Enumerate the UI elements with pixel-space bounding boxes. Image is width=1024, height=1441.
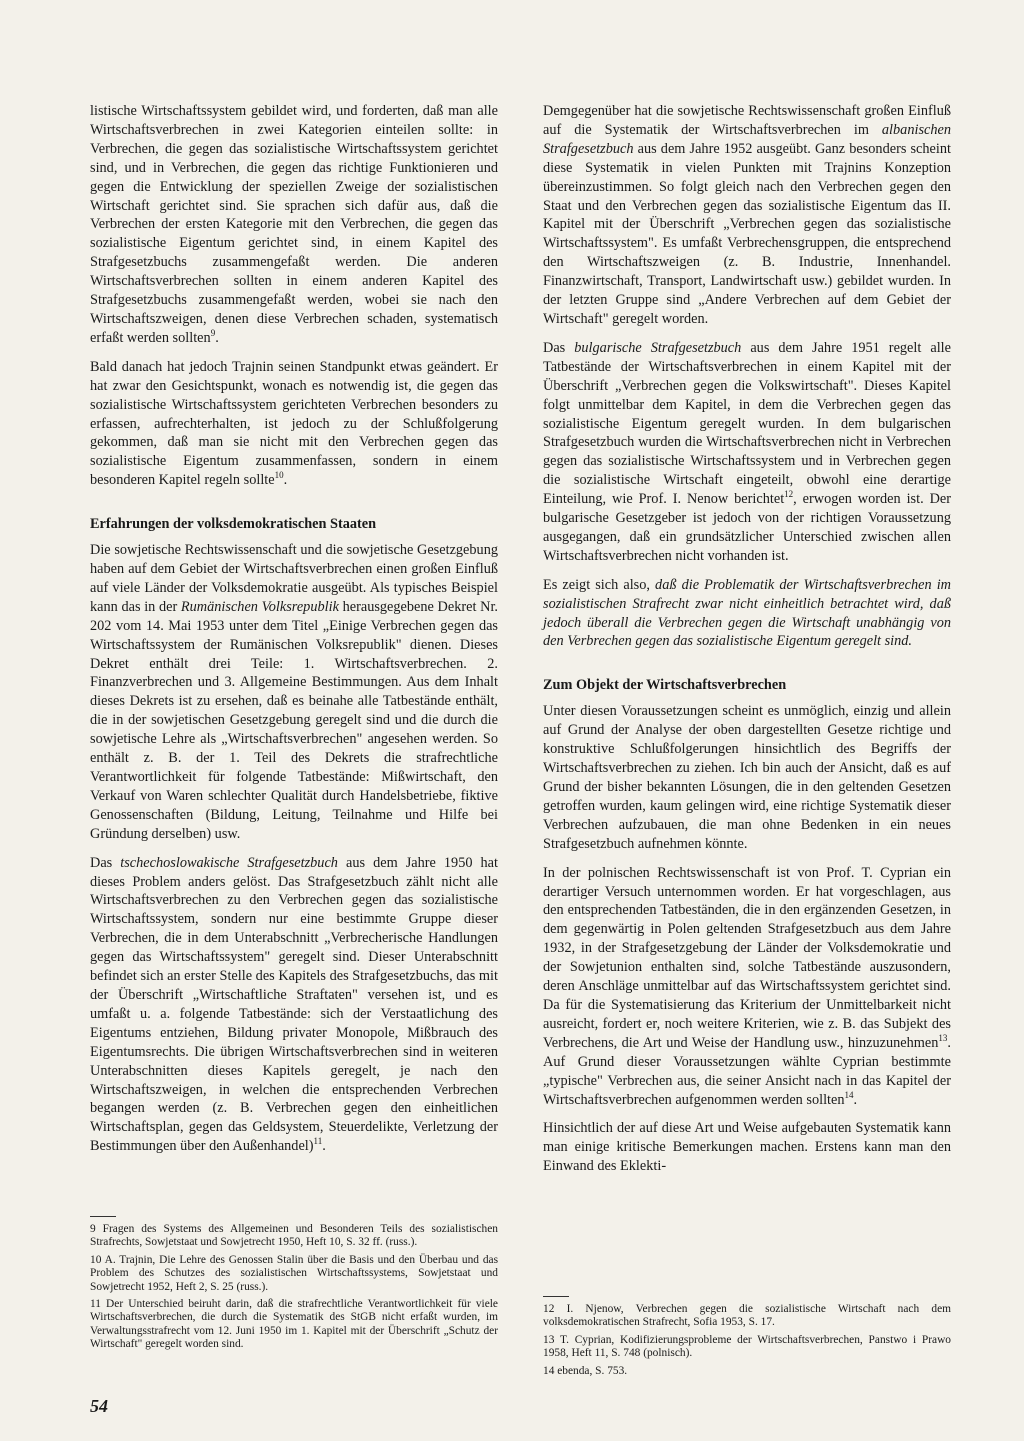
footnote-10: 10 A. Trajnin, Die Lehre des Genossen Stalin über die Basis und den Überbau und das Problem des Schutzes des sozialistischen Wirtschaftssystems, Sowjetstaat und Sowjetrecht 1952, Heft 2, S. 25 (russ.). [90, 1253, 498, 1293]
right-paragraph-6: Hinsichtlich der auf diese Art und Weise aufgebauten Systematik kann man einige kritische Bemerkungen machen. Erstens kann man den Einwand des Eklekti- [543, 1120, 951, 1175]
footnote-13: 13 T. Cyprian, Kodifizierungsprobleme der Wirtschaftsverbrechen, Panstwo i Prawo 1958, Heft 11, S. 748 (polnisch). [543, 1333, 951, 1360]
footnote-ref-11[interactable]: 11 [313, 1136, 323, 1147]
footnotes-left [90, 1216, 498, 1356]
section-heading-objekt: Zum Objekt der Wirtschaftsverbrechen [543, 677, 787, 694]
footnote-9: 9 Fragen des Systems des Allgemeinen und Besonderen Teils des sozialistischen Strafrechts, Sowjetstaat und Sowjetrecht 1950, Heft 10, S. 32 ff. (russ.). [90, 1223, 498, 1249]
footnote-rule [90, 1216, 116, 1217]
footnote-ref-13[interactable]: 13 [938, 1033, 948, 1044]
left-column [90, 102, 498, 1166]
footnote-rule [543, 1296, 569, 1297]
footnotes-right [543, 1296, 951, 1382]
right-paragraph-2: Das bulgarische Strafgesetzbuch aus dem Jahre 1951 regelt alle Tatbestände der Wirtschaftsverbrechen in einem Kapitel mit der Überschrift „Verbrechen gegen die Volkswirtschaft". Dieses Kapitel folgt unmittelbar dem Kapitel, in dem die Verbrechen gegen das sozialistische Eigentum geregelt wurden. In dem bulgarischen Strafgesetzbuch wurden die Wirtschaftsverbrechen nicht in Verbrechen gegen das sozialistische Wirtschaftssystem und in Verbrechen gegen die sozialistische Wirtschaft eingeteilt, obwohl eine derartige Einteilung, wie Prof. I. Nenow berichtet$^{12}$, erwogen worden ist. Der bulgarische Gesetzgeber ist jedoch von der richtigen Voraussetzung ausgegangen, daß ein grundsätzlicher Unterschied zwischen allen Wirtschaftsverbrechen nicht vorhanden ist. [543, 339, 952, 564]
left-paragraph-3: Die sowjetische Rechtswissenschaft und die sowjetische Gesetzgebung haben auf dem Gebiet der Wirtschaftsverbrechen einen großen Einfluß auf viele Länder der Volksdemokratie ausgeübt. Als typisches Beispiel kann das in der Rumänischen Volksrepublik herausgegebene Dekret Nr. 202 vom 14. Mai 1953 unter dem Titel „Einige Verbrechen gegen das Wirtschaftssystem der Rumänischen Volksrepublik" dienen. Dieses Dekret enthält drei Teile: 1. Wirtschaftsverbrechen. 2. Finanzverbrechen und 3. Allgemeine Bestimmungen. Aus dem Inhalt dieses Dekrets ist zu ersehen, daß es beinahe alle Tatbestände enthält, die in der sowjetischen Gesetzgebung geregelt sind und die durch die sowjetische Lehre als „Wirtschaftsverbrechen" angesehen werden. So enthält z. B. der 1. Teil des Dekrets die strafrechtliche Verantwortlichkeit für folgende Tatbestände: Mißwirtschaft, den Verkauf von Waren schlechter Qualität durch Handelsbetriebe, fiktive Genossenschaften (Bildung, Leitung, Teilnahme und Hilfe bei Gründung derselben) usw. [90, 542, 498, 842]
right-paragraph-4: Unter diesen Voraussetzungen scheint es unmöglich, einzig und allein auf Grund der Analyse der oben dargestellten Gesetze richtige und konstruktive Schlußfolgerungen hinsichtlich des Begriffs der Wirtschaftsverbrechen zu ziehen. Ich bin auch der Ansicht, daß es auf Grund der bisher bekannten Lösungen, die in den geltenden Gesetzen getroffen wurden, kaum gelingen wird, eine richtige Systematik dieser Verbrechen aufzubauen, die man ohne Bedenken in ein neues Strafgesetzbuch aufnehmen könnte. [543, 703, 951, 852]
page-number: 54 [90, 1396, 108, 1416]
right-paragraph-3: Es zeigt sich also, daß die Problematik der Wirtschaftsverbrechen im sozialistischen Strafrecht zwar nicht einheitlich betrachtet wird, daß jedoch überall die Verbrechen gegen die Wirtschaft unabhängig von den Verbrechen gegen das sozialistische Eigentum geregelt sind. [543, 576, 951, 650]
footnote-ref-9[interactable]: 9 [210, 328, 216, 339]
right-paragraph-1: Demgegenüber hat die sowjetische Rechtswissenschaft großen Einfluß auf die Systematik der Wirtschaftsverbrechen im albanischen Strafgesetzbuch aus dem Jahre 1952 ausgeübt. Ganz besonders scheint diese Systematik in vielen Punkten mit Trajnins Konzeption übereinzustimmen. So folgt gleich nach den Verbrechen gegen den Staat und den Verbrechen gegen das sozialistische Eigentum das II. Kapitel mit der Überschrift „Verbrechen gegen das sozialistische Wirtschaftssystem". Es umfaßt Verbrechensgruppen, die entsprechend den Wirtschaftszweigen (z. B. Industrie, Innenhandel. Finanzwirtschaft, Transport, Landwirtschaft usw.) gebildet wurden. In der letzten Gruppe sind „Andere Verbrechen auf dem Gebiet der Wirtschaft" geregelt worden. [543, 103, 951, 327]
footnote-ref-10[interactable]: 10 [274, 470, 284, 481]
footnote-12: 12 I. Njenow, Verbrechen gegen die sozialistische Wirtschaft nach dem volksdemokratischen Strafrecht, Sofia 1953, S. 17. [543, 1303, 951, 1329]
left-paragraph-2: Bald danach hat jedoch Trajnin seinen Standpunkt etwas geändert. Er hat zwar den Gesichtspunkt, wonach es notwendig ist, die gegen das sozialistische Wirtschaftssystem gerichteten Verbrechen besonders zu erfassen, aufrechterhalten, ist jedoch zu der Schlußfolgerung gekommen, daß man sie nicht mit den Verbrechen gegen das sozialistische Eigentum zusammenfassen, sondern in einem besonderen Kapitel regeln sollte$^{10}$. [90, 358, 498, 489]
left-paragraph-4: Das tschechoslowakische Strafgesetzbuch aus dem Jahre 1950 hat dieses Problem anders gelöst. Das Strafgesetzbuch zählt nicht alle Wirtschaftsverbrechen zu den Verbrechen gegen das sozialistische Wirtschaftssystem, sondern nur eine bestimmte Gruppe dieser Verbrechen, die in dem Unterabschnitt „Verbrecherische Handlungen gegen das Wirtschaftssystem" geregelt sind. Dieser Unterabschnitt befindet sich an erster Stelle des Kapitels des Strafgesetzbuchs, das mit der Überschrift „Wirtschaftliche Straftaten" versehen ist, und es umfaßt u. a. folgende Tatbestände: sich der Verstaatlichung des Eigentums entziehen, Bildung privater Monopole, Mißbrauch des Eigentumsrechts. Die übrigen Wirtschaftsverbrechen sind in weiteren Unterabschnitten dieses Kapitels geregelt, je nach den Wirtschaftszweigen, in welchen die entsprechenden Verbrechen begangen werden (z. B. Verbrechen gegen den einheitlichen Wirtschaftsplan, gegen das Geldsystem, Steuerdelikte, Verletzung der Bestimmungen über den Außenhandel)$^{11}$. [90, 854, 498, 1155]
section-heading-volksdemokratie: Erfahrungen der volksdemokratischen Staaten [90, 516, 377, 533]
footnote-ref-12[interactable]: 12 [784, 489, 794, 500]
footnote-14: 14 ebenda, S. 753. [543, 1364, 628, 1377]
footnote-11: 11 Der Unterschied beiruht darin, daß die strafrechtliche Verantwortlichkeit für viele Wirtschaftsverbrechen, die durch die Systematik des StGB nicht erfaßt wurden, im Verwaltungsstrafrecht vom 12. Juni 1950 im 1. Kapitel mit der Überschrift „Schutz der Wirtschaft" geregelt worden sind. [90, 1298, 498, 1351]
footnote-ref-14[interactable]: 14 [844, 1089, 854, 1100]
right-paragraph-5: In der polnischen Rechtswissenschaft ist von Prof. T. Cyprian ein derartiger Versuch unternommen worden. Er hat vorgeschlagen, aus den entsprechenden Tatbeständen, die in den ergänzenden Gesetzen, in dem gegenwärtig in Polen geltenden Strafgesetzbuch aus dem Jahre 1932, in der Strafgesetzgebung der Länder der Volksdemokratie und der Sowjetunion enthalten sind, solche Tatbestände auszusondern, deren Anschläge unmittelbar auf das Wirtschaftssystem gerichtet sind. Da für die Systematisierung das Kriterium der Unmittelbarkeit nicht ausreicht, fordert er, noch weitere Kriterien, wie z. B. das Subjekt des Verbrechens, die Art und Weise der Handlung usw., hinzuzunehmen$^{13}$. Auf Grund dieser Voraussetzungen wählte Cyprian bestimmte „typische" Verbrechen aus, die seiner Ansicht nach in das Kapitel der Wirtschaftsverbrechen aufgenommen werden sollten$^{14}$. [543, 864, 951, 1108]
right-column [543, 102, 951, 1186]
left-paragraph-1: listische Wirtschaftssystem gebildet wird, und forderten, daß man alle Wirtschaftsverbrechen in zwei Kategorien einteilen sollte: in Verbrechen, die gegen das sozialistische Wirtschaftssystem gerichtet sind, und in Verbrechen, die gegen das richtige Funktionieren und gegen die Entwicklung der speziellen Zweige der sozialistischen Wirtschaft gerichtet sind. Sie sprachen sich dafür aus, daß die Verbrechen der ersten Kategorie mit den Verbrechen, die gegen das sozialistische Eigentum gerichtet sind, in einem Kapitel des Strafgesetzbuchs zusammengefaßt werden. Die anderen Wirtschaftsverbrechen sollten in einem anderen Kapitel des Strafgesetzbuchs zusammengefaßt werden, wobei sie nach den Wirtschaftszweigen, denen diese Verbrechen schaden, systematisch erfaßt werden sollten$^9$. [90, 103, 498, 346]
